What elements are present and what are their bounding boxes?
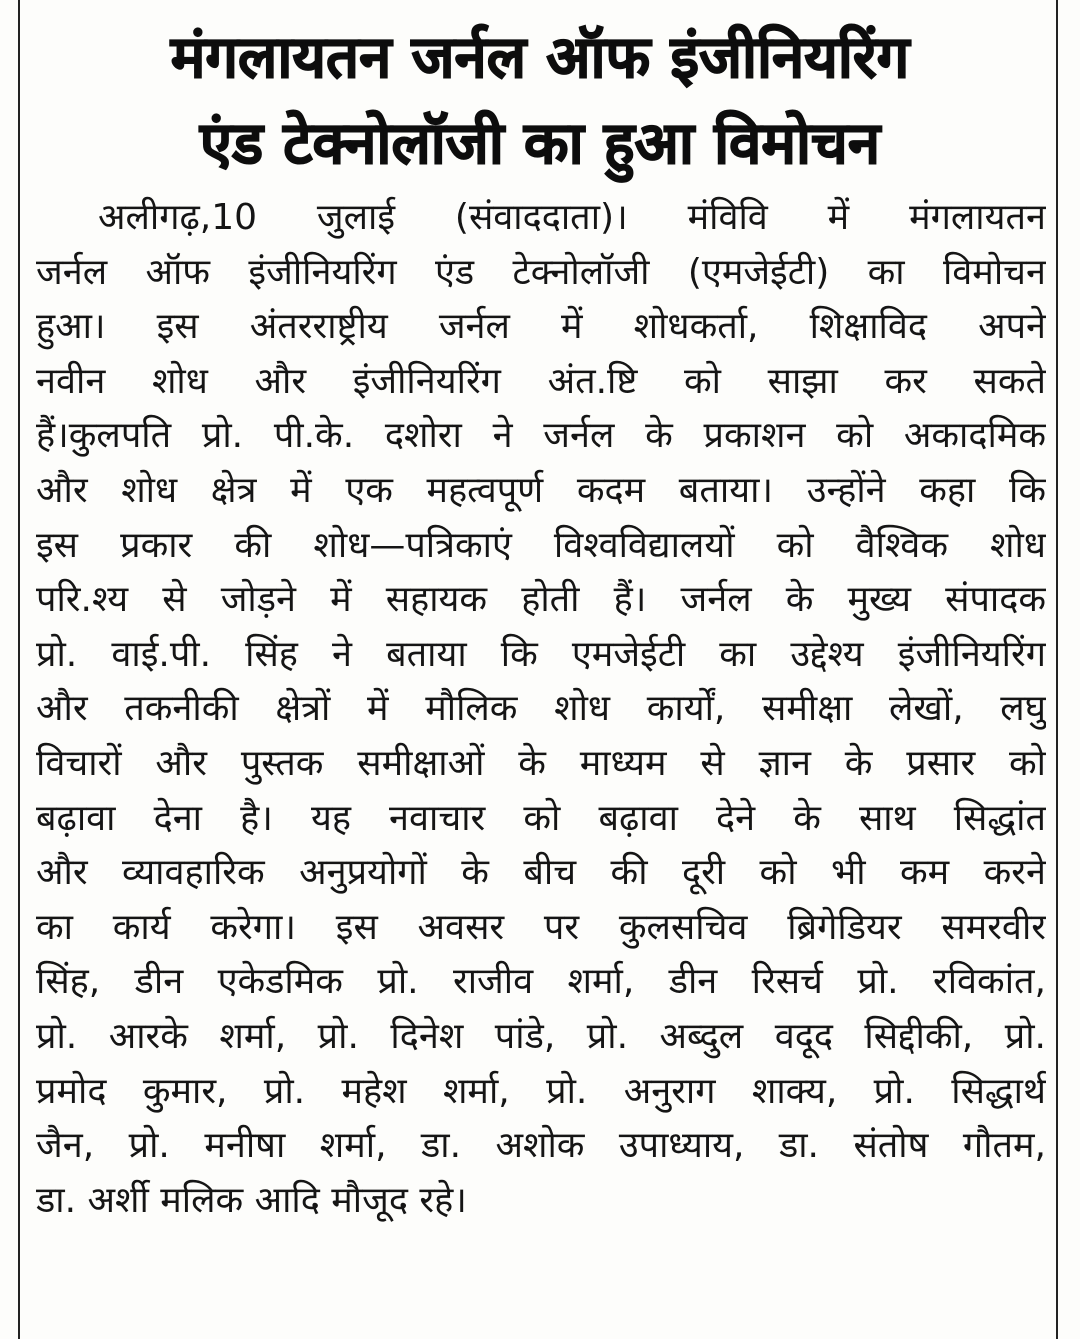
clipping-right-rule xyxy=(1056,0,1058,1339)
body-line: जर्नल ऑफ इंजीनियरिंग एंड टेक्नोलॉजी (एमजेईटी) का विमोचन xyxy=(36,251,1046,293)
body-line: इस प्रकार की शोध—पत्रिकाएं विश्वविद्यालयों को वैश्विक शोध xyxy=(36,524,1046,566)
clipping-left-rule xyxy=(18,0,20,1339)
body-line: नवीन शोध और इंजीनियरिंग अंत.ष्टि को साझा कर सकते xyxy=(36,360,1046,402)
body-line: विचारों और पुस्तक समीक्षाओं के माध्यम से ज्ञान के प्रसार को xyxy=(36,742,1046,784)
body-line: और तकनीकी क्षेत्रों में मौलिक शोध कार्यों, समीक्षा लेखों, लघु xyxy=(36,688,1046,730)
body-line: जैन, प्रो. मनीषा शर्मा, डा. अशोक उपाध्याय, डा. संतोष गौतम, xyxy=(36,1125,1046,1167)
body-line: अलीगढ़,10 जुलाई (संवाददाता)। मंविवि में मंगलायतन xyxy=(98,197,1046,238)
body-line: डा. अर्शी मलिक आदि मौजूद रहे। xyxy=(36,1179,467,1221)
body-line: प्रमोद कुमार, प्रो. महेश शर्मा, प्रो. अनुराग शाक्य, प्रो. सिद्धार्थ xyxy=(36,1070,1046,1112)
headline-line-1: मंगलायतन जर्नल ऑफ इंजीनियरिंग xyxy=(170,23,910,91)
body-line: प्रो. आरके शर्मा, प्रो. दिनेश पांडे, प्रो. अब्दुल वदूद सिद्दीकी, प्रो. xyxy=(36,1015,1046,1057)
body-line: और व्यावहारिक अनुप्रयोगों के बीच की दूरी को भी कम करने xyxy=(36,852,1046,894)
body-line: प्रो. वाई.पी. सिंह ने बताया कि एमजेईटी का उद्देश्य इंजीनियरिंग xyxy=(36,633,1046,675)
headline-line-2: एंड टेक्नोलॉजी का हुआ विमोचन xyxy=(199,109,881,177)
body-line: हुआ। इस अंतरराष्ट्रीय जर्नल में शोधकर्ता, शिक्षाविद अपने xyxy=(36,306,1046,348)
body-line: हैं।कुलपति प्रो. पी.के. दशोरा ने जर्नल के प्रकाशन को अकादमिक xyxy=(36,415,1046,457)
body-line: का कार्य करेगा। इस अवसर पर कुलसचिव ब्रिगेडियर समरवीर xyxy=(36,906,1046,948)
body-line: सिंह, डीन एकेडमिक प्रो. राजीव शर्मा, डीन रिसर्च प्रो. रविकांत, xyxy=(36,961,1046,1003)
body-line: और शोध क्षेत्र में एक महत्वपूर्ण कदम बताया। उन्होंने कहा कि xyxy=(36,469,1046,511)
article-body xyxy=(36,191,1046,1228)
body-line: परि.श्य से जोड़ने में सहायक होती हैं। जर्नल के मुख्य संपादक xyxy=(36,579,1046,621)
article-headline xyxy=(30,14,1050,186)
body-line: बढ़ावा देना है। यह नवाचार को बढ़ावा देने के साथ सिद्धांत xyxy=(36,797,1046,839)
